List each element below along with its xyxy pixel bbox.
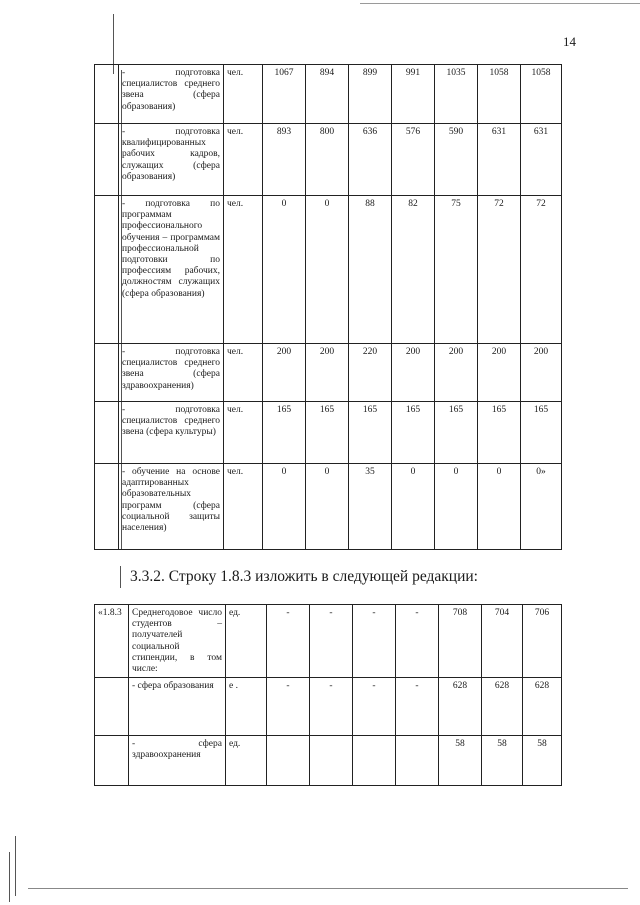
value-cell: 0	[306, 196, 349, 344]
value-cell: 165	[478, 402, 521, 464]
value-cell: 0	[478, 464, 521, 550]
value-cell: 576	[392, 124, 435, 196]
value-cell: 0»	[521, 464, 562, 550]
value-cell: -	[310, 605, 353, 678]
value-cell: 75	[435, 196, 478, 344]
margin-mark	[9, 852, 10, 902]
code-cell	[95, 65, 119, 124]
margin-mark	[120, 566, 121, 588]
value-cell: 708	[439, 605, 482, 678]
value-cell: 35	[349, 464, 392, 550]
value-cell: 706	[523, 605, 562, 678]
indicators-table	[94, 64, 562, 550]
code-cell	[95, 196, 119, 344]
value-cell: -	[396, 678, 439, 736]
value-cell: 72	[478, 196, 521, 344]
unit-cell: ед.	[226, 605, 267, 678]
value-cell: 58	[523, 736, 562, 786]
value-cell: 165	[392, 402, 435, 464]
unit-cell: е .	[226, 678, 267, 736]
table-row	[95, 65, 562, 124]
value-cell: 0	[435, 464, 478, 550]
description-cell: Среднегодовое число студентов – получателей социальной стипендии, в том числе:	[129, 605, 226, 678]
table-row	[95, 344, 562, 402]
value-cell: 1035	[435, 65, 478, 124]
value-cell	[267, 736, 310, 786]
table-row	[95, 196, 562, 344]
value-cell: 1058	[478, 65, 521, 124]
value-cell: 200	[263, 344, 306, 402]
code-cell	[95, 402, 119, 464]
value-cell: 165	[263, 402, 306, 464]
scholarship-table	[94, 604, 562, 786]
table-row	[95, 124, 562, 196]
value-cell: 631	[478, 124, 521, 196]
value-cell: 0	[263, 464, 306, 550]
table-row	[95, 402, 562, 464]
value-cell: 200	[521, 344, 562, 402]
value-cell: 628	[439, 678, 482, 736]
value-cell: -	[396, 605, 439, 678]
value-cell: 220	[349, 344, 392, 402]
value-cell: 58	[439, 736, 482, 786]
description-cell: - подготовка специалистов среднего звена (сфера образования)	[119, 65, 224, 124]
value-cell: 894	[306, 65, 349, 124]
table-row	[95, 605, 562, 678]
value-cell: 636	[349, 124, 392, 196]
description-cell: - подготовка специалистов среднего звена (сфера культуры)	[119, 402, 224, 464]
description-cell: - подготовка квалифицированных рабочих кадров, служащих (сфера образования)	[119, 124, 224, 196]
code-cell	[95, 678, 129, 736]
value-cell: -	[310, 678, 353, 736]
value-cell: 800	[306, 124, 349, 196]
value-cell	[396, 736, 439, 786]
value-cell	[310, 736, 353, 786]
value-cell: 0	[263, 196, 306, 344]
value-cell: 165	[306, 402, 349, 464]
page-number: 14	[563, 34, 576, 49]
value-cell: 165	[521, 402, 562, 464]
value-cell: 628	[523, 678, 562, 736]
unit-cell: чел.	[224, 344, 263, 402]
description-cell: - обучение на основе адаптированных образовательных программ (сфера социальной защиты населения)	[119, 464, 224, 550]
value-cell: 991	[392, 65, 435, 124]
margin-mark	[15, 836, 16, 896]
unit-cell: чел.	[224, 196, 263, 344]
value-cell: -	[267, 605, 310, 678]
code-cell	[95, 736, 129, 786]
value-cell: 58	[482, 736, 523, 786]
value-cell: 165	[435, 402, 478, 464]
value-cell: 200	[392, 344, 435, 402]
value-cell: -	[353, 678, 396, 736]
value-cell: 0	[306, 464, 349, 550]
unit-cell: чел.	[224, 65, 263, 124]
table-row	[95, 464, 562, 550]
value-cell: 1067	[263, 65, 306, 124]
code-cell: «1.8.3	[95, 605, 129, 678]
value-cell: 899	[349, 65, 392, 124]
value-cell: 82	[392, 196, 435, 344]
bottom-scan-line	[28, 888, 628, 889]
value-cell: 200	[306, 344, 349, 402]
code-cell	[95, 124, 119, 196]
value-cell: 72	[521, 196, 562, 344]
table-row	[95, 678, 562, 736]
value-cell: 0	[392, 464, 435, 550]
value-cell: 88	[349, 196, 392, 344]
unit-cell: чел.	[224, 124, 263, 196]
value-cell	[353, 736, 396, 786]
description-cell: - сфера образования	[129, 678, 226, 736]
table-row	[95, 736, 562, 786]
description-cell: - сфера здравоохранения	[129, 736, 226, 786]
description-cell: - подготовка по программам профессионального обучения – программам профессиональной подготовки по профессиям рабочих, должностям служащих (сфера образования)	[119, 196, 224, 344]
top-scan-line	[360, 3, 640, 4]
value-cell: 1058	[521, 65, 562, 124]
value-cell: 628	[482, 678, 523, 736]
section-heading: 3.3.2. Строку 1.8.3 изложить в следующей редакции:	[130, 568, 478, 585]
value-cell: 200	[478, 344, 521, 402]
unit-cell: ед.	[226, 736, 267, 786]
code-cell	[95, 344, 119, 402]
code-cell	[95, 464, 119, 550]
unit-cell: чел.	[224, 464, 263, 550]
unit-cell: чел.	[224, 402, 263, 464]
value-cell: -	[353, 605, 396, 678]
value-cell: 590	[435, 124, 478, 196]
description-cell: - подготовка специалистов среднего звена (сфера здравоохранения)	[119, 344, 224, 402]
value-cell: -	[267, 678, 310, 736]
value-cell: 704	[482, 605, 523, 678]
value-cell: 631	[521, 124, 562, 196]
value-cell: 200	[435, 344, 478, 402]
value-cell: 165	[349, 402, 392, 464]
value-cell: 893	[263, 124, 306, 196]
